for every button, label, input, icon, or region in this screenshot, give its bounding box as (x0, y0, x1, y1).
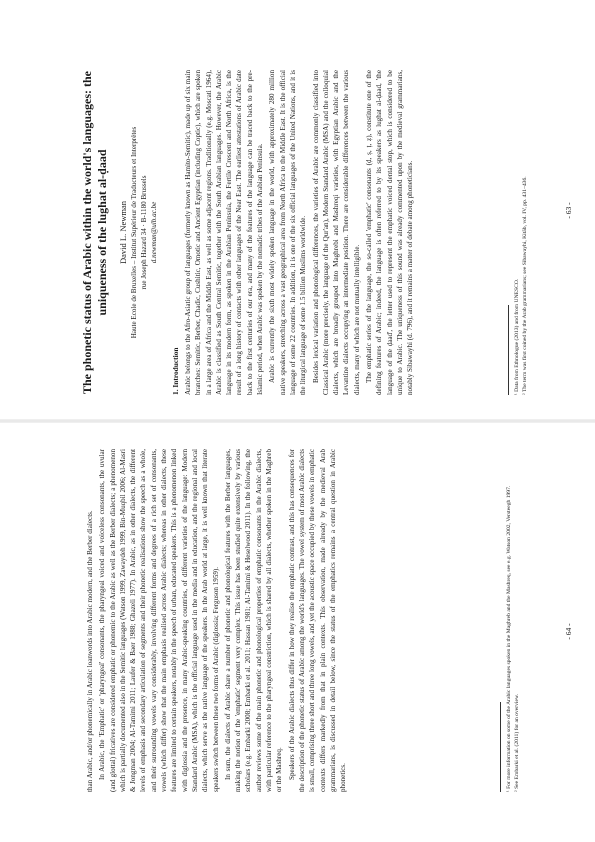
right-page-number: - 63 - (564, 202, 573, 219)
left-paragraph-4: Speakers of the Arabic dialects thus differ in how they realise the emphatic contrast, and this has consequences for the description of the phonetic status of Arabic among the world's languages. The vowel system of most Arabic dialects is small, comprising three short and three long vowels, and yet the acoustic space occupied by these vowels in emphatic contexts differs markedly from that in plain contexts. This observation, made already by the medieval Arab grammarians, is discussed in detail below, since the status of the emphatics remains a central question in Arabic phonetics. (287, 449, 348, 792)
left-paragraph-2: In Arabic, the 'Emphatic' or 'pharyngeal' consonants, the pharyngeal voiced and voiceless consonants, the uvular (and glottal) fricatives are considered emphatic or phonemic to the Arabic as well as the Berber dialects; a phenomenon which is partially documented also in the Semitic languages (Watson 1999, Zawaydeh 1999, Bin-Muqbil 2006; Al-Masri & Jongman 2004; Al-Tamimi 2011; Laufer & Baer 1988; Ghazeli 1977). In Arabic, as in other dialects, the different levels of emphasis and secondary articulation of segments and their phonetic realisations show the speech as a whole, and their surrounding vowels vary considerably, involving different forms and degrees of a rich set of consonants, vowels (which differ) show that the main emphasis realised across Arabic dialects; whereas in other dialects, these features are limited to certain speakers, notably in the speech of urban, educated speakers. This is a phenomenon linked with diglossia and the presence, in many Arabic-speaking countries, of different varieties of the language: Modern Standard Arabic (MSA), which is the official language used in the media and in education, and the regional and local dialects, which serve as the native language of the speakers. In the Arab world at large, it is well known that literate speakers switch between these two forms of Arabic (diglossia; Ferguson 1959). (98, 449, 220, 792)
left-page (0, 421, 595, 842)
author-affiliation: Haute Ecole de Bruxelles – Institut Supérieur de Traducteurs et Interprètes (130, 126, 138, 339)
right-paragraph-2: Arabic is currently the sixth most widely spoken language in the world, with approximately 280 million native speakers, stretching across a vast geographical area from North Africa to the Middle East. It is the official language of some 22 countries. In addition, it is one of the six official languages of the United Nations, and it is the liturgical language of some 1.5 billion Muslims worldwide. (268, 70, 308, 395)
left-footnote-1: ¹ For more information on some of the Arabic languages spoken in the Maghreb and the Mashreq, see e.g. Watson 2002, Versteegh 1997. (506, 485, 512, 792)
footnote-rule (508, 305, 509, 395)
left-paragraph-3: In sum, the dialects of Arabic share a number of phonetic and phonological features with the Berber languages, making the notion of the 'emphatic' segment very complex. This issue has been studied quite extensively by various scholars (e.g. Embarki 2008; Embarki et al. 2011; Hassan 1981; Al-Tamimi & Heselwood 2011). In the following, the author reviews some of the main phonetic and phonological properties of emphatic consonants in the Arabic dialects, with particular reference to the pharyngeal constriction, which is shared by all dialects, whether spoken in the Maghreb or the Mashreq. (223, 449, 284, 792)
section-heading-introduction: 1. Introduction (171, 347, 180, 395)
left-footnote-2: ² See Embarki et al. (2011) for an overview. (514, 693, 520, 792)
article-title: The phonetic status of Arabic within the world's languages: the uniqueness of the lughat al-ḍaad (80, 70, 109, 395)
right-footnote-1: ¹ Data from Ethnologue (2013) and from UNESCO. (514, 278, 520, 395)
left-page-number: - 64 - (564, 623, 573, 640)
footnote-rule (500, 702, 501, 792)
right-paragraph-1: Arabic belongs to the Afro-Asiatic group of languages (formerly known as Hamito-Semitic), made up of six main branches: Semitic, Berber, Chadic, Cushitic, Omotic and Ancient Egyptian (including Coptic), which are spoken in a large area of Africa and the Middle East, as well as some adjacent regions. Traditionally (e.g. Moscati 1964), Arabic is classified as South Central Semitic, together with the South Arabian languages. However, the Arabic language in its modern form, as spoken in the Arabian Peninsula, the Fertile Crescent and North Africa, is the result of a long history of contacts with other languages of the Near East. The earliest attestations of Arabic date back to the first centuries of our era, and many of the features of the language can be traced back to the pre-Islamic period, when Arabic was spoken by the nomadic tribes of the Arabian Peninsula. (184, 70, 265, 395)
right-paragraph-4: The emphatic series of the language, the so-called 'emphatic' consonants (ḍ, ṣ, ṭ, ẓ), constitute one of the defining features of Arabic; indeed, the language is often referred to by its speakers as lughat al-ḍaad, 'the language of the ḍaad', the letter used to represent the emphatic voiced dental stop, which is considered to be unique to Arabic. The uniqueness of this sound was already commented upon by the medieval grammarians, notably Sibawayhi (d. 796), and it remains a matter of debate among phoneticians. (365, 70, 415, 395)
author-address: rue Joseph Hazard 34 · B-1180 Brussels (140, 175, 148, 290)
author-email: d.newman@ulb.ac.be (150, 201, 158, 264)
left-footnotes (500, 449, 521, 792)
right-paragraph-3: Besides lexical variation and phonological differences, the varieties of Arabic are commonly classified into Classical Arabic (more precisely, the language of the Qur'an), Modern Standard Arabic (MSA) and the colloquial dialects, which are broadly grouped into Maghrebi and Mashreqi varieties, with Egyptian Arabic and the Levantine dialects occupying an intermediate position. There are considerable differences between the various dialects, many of which are not mutually intelligible. (311, 70, 361, 395)
left-paragraph-1: than Arabic, and/or phonemically in Arabic loanwords into Arabic modern, and the Berber dialects. (86, 510, 94, 792)
right-footnote-2: ² The term was first coined by the Arab grammarians; see Sibawayhi, Kitāb, vol. IV, pp. 431–436. (522, 176, 528, 395)
author-name: David L. Newman (118, 200, 128, 265)
right-footnotes (508, 70, 529, 395)
